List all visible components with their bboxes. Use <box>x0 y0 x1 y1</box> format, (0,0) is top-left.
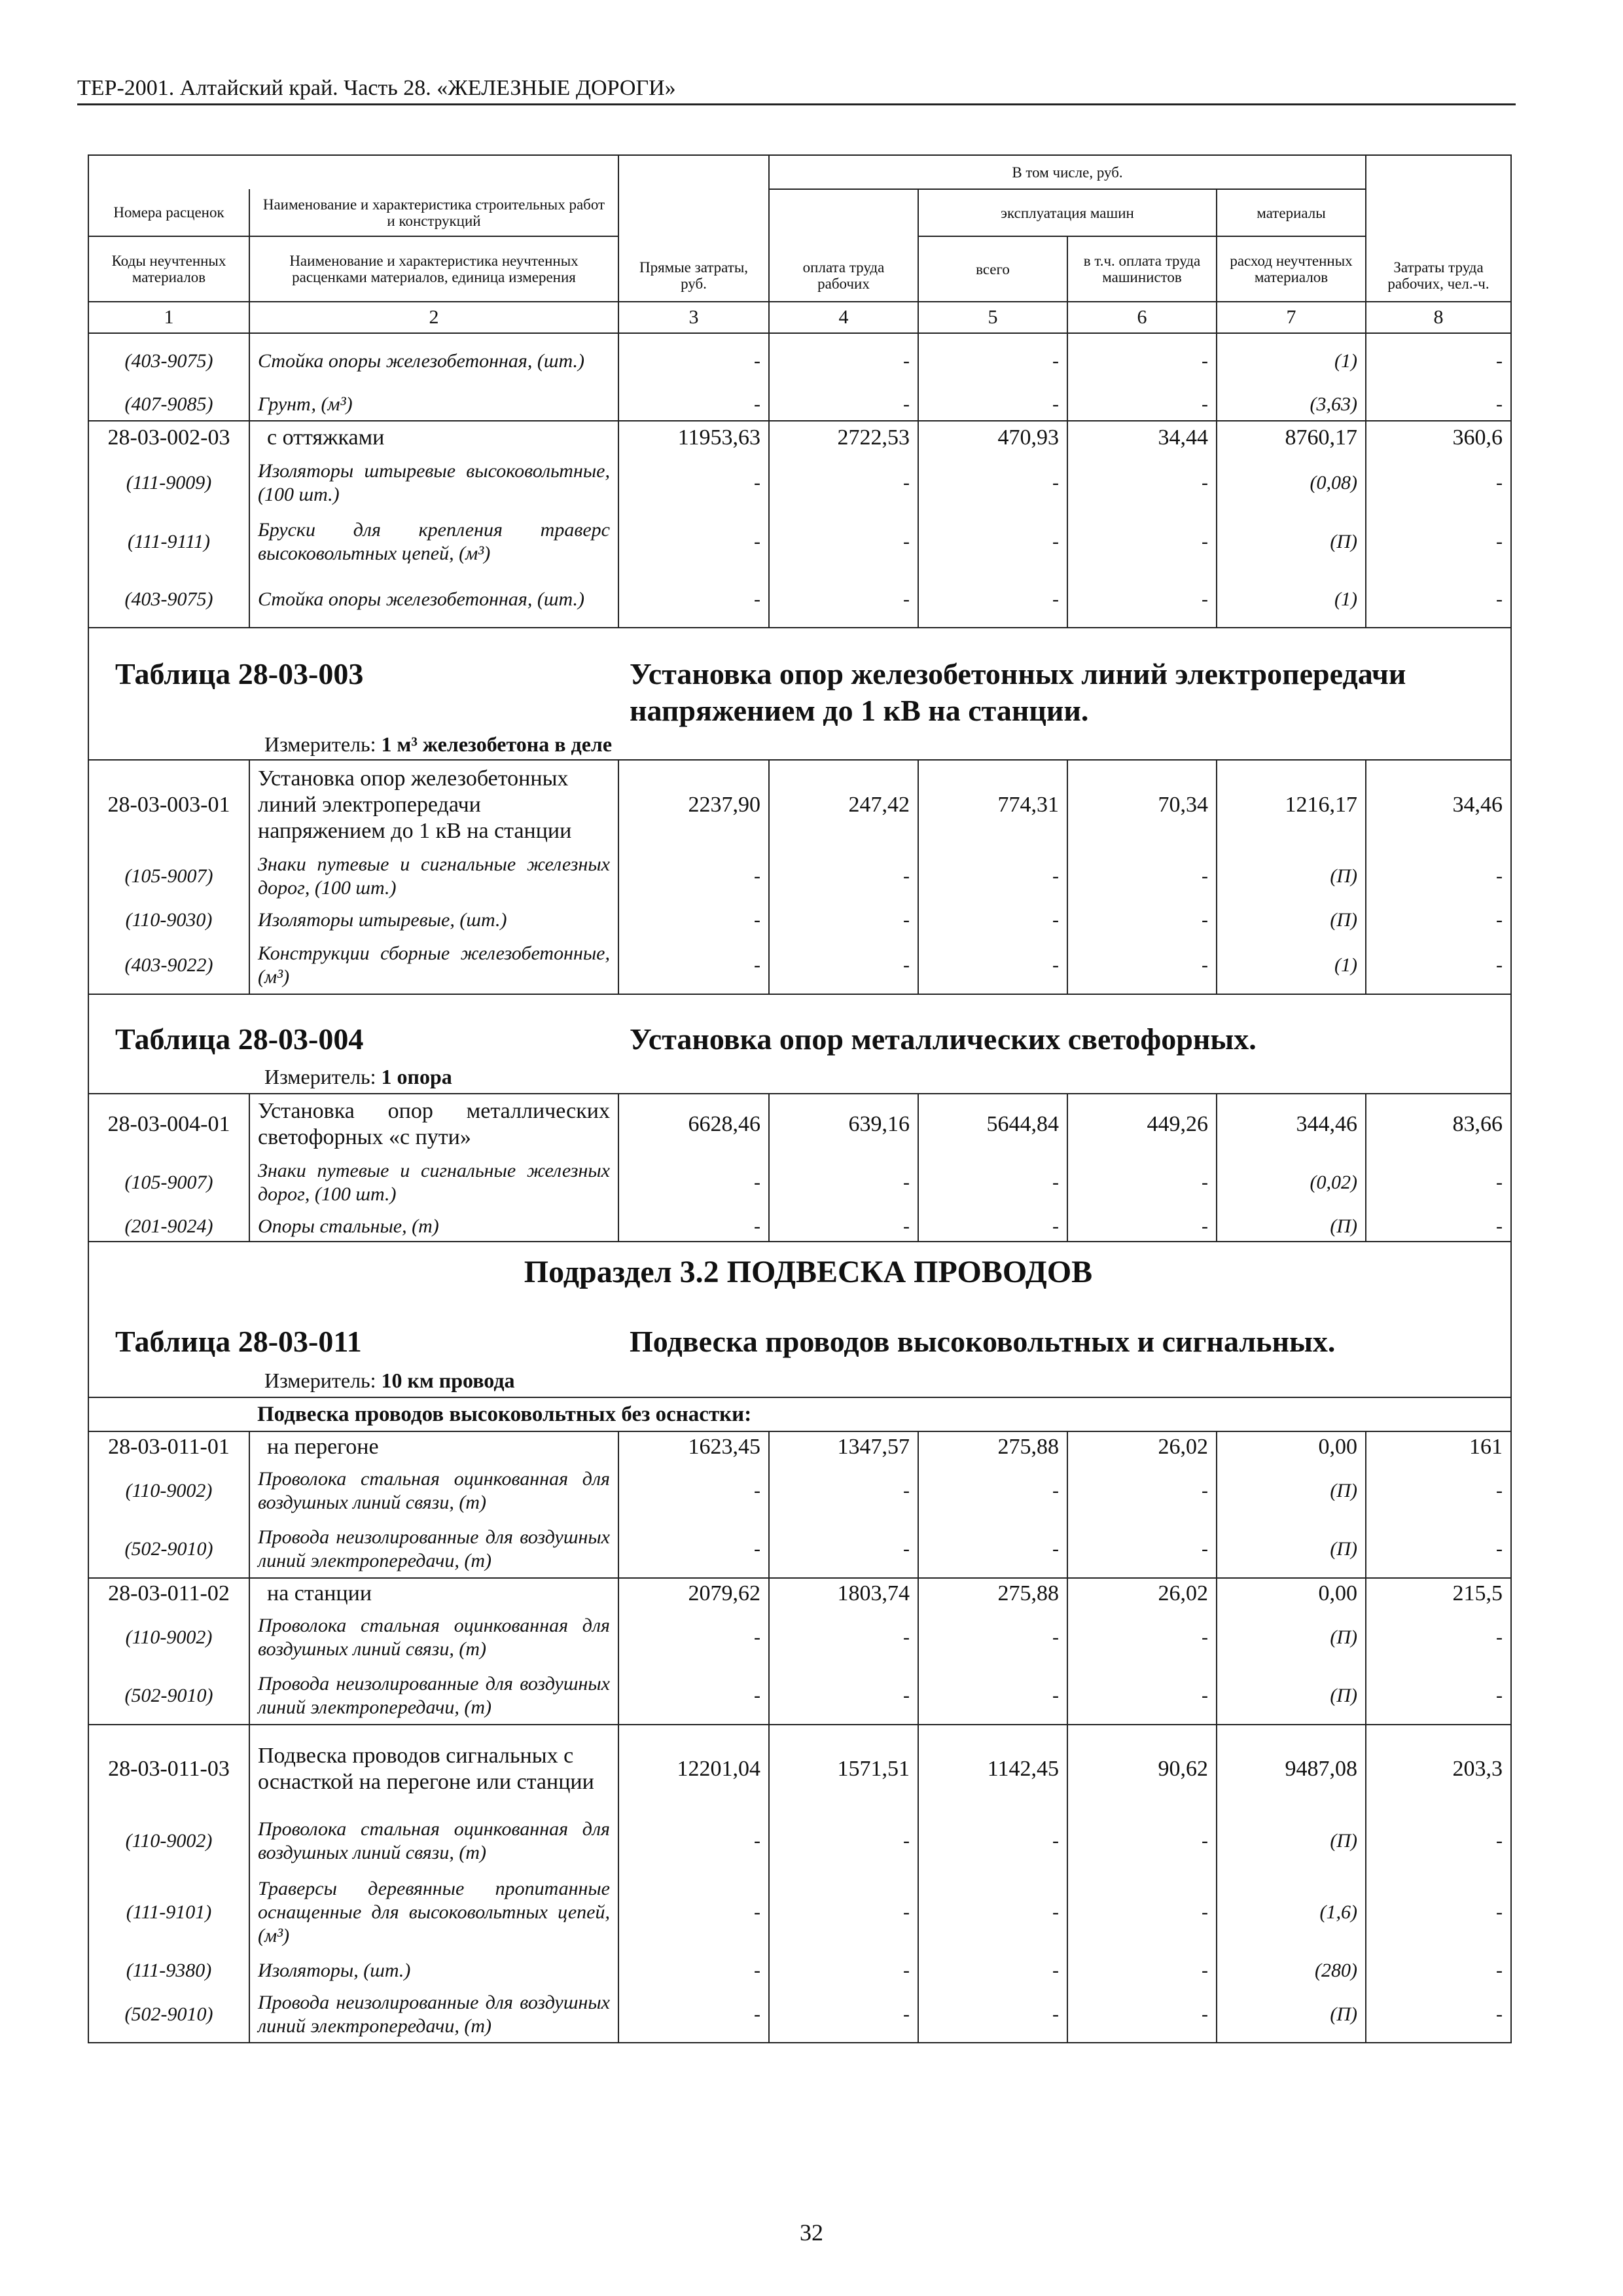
material-name: Изоляторы, (шт.) <box>249 1955 618 1986</box>
material-code: (502-9010) <box>88 1520 249 1578</box>
material-name: Знаки путевые и сигнальные железных дорог, (100 шт.) <box>249 1154 618 1211</box>
material-name: Провода неизолированные для воздушных линий электропередачи, (т) <box>249 1986 618 2043</box>
material-code: (110-9002) <box>88 1462 249 1520</box>
table-row: (403-9075) Стойка опоры железобетонная, (шт.) - - - - (1) - <box>88 571 1511 628</box>
col-material-code: Коды неучтенных материалов <box>88 236 249 302</box>
material-code: (110-9002) <box>88 1608 249 1667</box>
rate-code: 28-03-002-03 <box>88 421 249 454</box>
material-name: Грунт, (м³) <box>249 388 618 421</box>
table-row: 28-03-011-02 на станции 2079,62 1803,74 275,88 26,02 0,00 215,5 <box>88 1578 1511 1608</box>
rate-code: 28-03-011-03 <box>88 1725 249 1812</box>
col-machine-total: всего <box>918 236 1067 302</box>
rate-code: 28-03-003-01 <box>88 760 249 849</box>
rate-name: с оттяжками <box>249 421 618 454</box>
material-code: (403-9075) <box>88 333 249 388</box>
table-row: (110-9002) Проволока стальная оцинкованная для воздушных линий связи, (т) - - - - (П) - <box>88 1608 1511 1667</box>
table-row: (110-9030) Изоляторы штыревые, (шт.) - - - - (П) - <box>88 904 1511 937</box>
table-description: Установка опор металлических светофорных. <box>630 1022 1257 1056</box>
col-number: 6 <box>1067 302 1217 333</box>
table-row: (201-9024) Опоры стальные, (т) - - - - (П) - <box>88 1211 1511 1242</box>
table-row: (403-9022) Конструкции сборные железобетонные, (м³) - - - - (1) - <box>88 937 1511 994</box>
material-name: Изоляторы штыревые высоковольтные, (100 шт.) <box>249 454 618 512</box>
col-number: 1 <box>88 302 249 333</box>
running-header <box>77 73 1516 105</box>
material-code: (502-9010) <box>88 1986 249 2043</box>
material-name: Проволока стальная оцинкованная для воздушных линий связи, (т) <box>249 1462 618 1520</box>
material-name: Траверсы деревянные пропитанные оснащенные для высоковольтных цепей, (м³) <box>249 1870 618 1955</box>
col-machine-operation: эксплуатация машин <box>918 189 1217 236</box>
col-number: 5 <box>918 302 1067 333</box>
table-row: 28-03-002-03 с оттяжками 11953,63 2722,53 470,93 34,44 8760,17 360,6 <box>88 421 1511 454</box>
material-name: Провода неизолированные для воздушных линий электропередачи, (т) <box>249 1667 618 1725</box>
table-row: 28-03-011-03 Подвеска проводов сигнальных с оснасткой на перегоне или станции 12201,04 1571,51 1142,45 90,62 9487,08 203,3 <box>88 1725 1511 1812</box>
table-description: Подвеска проводов высоковольтных и сигнальных. <box>630 1325 1336 1358</box>
header-title: ТЕР-2001. Алтайский край. Часть 28. «ЖЕЛЕЗНЫЕ ДОРОГИ» <box>77 76 676 100</box>
col-material-name: Наименование и характеристика неучтенных расценками материалов, единица измерения <box>249 236 618 302</box>
material-name: Стойка опоры железобетонная, (шт.) <box>249 333 618 388</box>
rate-name: на станции <box>249 1578 618 1608</box>
col-labor-pay: оплата труда рабочих <box>769 189 918 302</box>
rate-name: Установка опор железобетонных линий электропередачи напряжением до 1 кВ на станции <box>249 760 618 849</box>
material-code: (110-9030) <box>88 904 249 937</box>
table-row: 28-03-004-01 Установка опор металлических светофорных «с пути» 6628,46 639,16 5644,84 449,26 344,46 83,66 <box>88 1094 1511 1154</box>
col-labor-costs: Затраты труда рабочих, чел.-ч. <box>1366 155 1511 302</box>
rate-code: 28-03-011-02 <box>88 1578 249 1608</box>
material-name: Опоры стальные, (т) <box>249 1211 618 1242</box>
col-number: 2 <box>249 302 618 333</box>
table-row: (105-9007) Знаки путевые и сигнальные железных дорог, (100 шт.) - - - - (П) - <box>88 849 1511 904</box>
material-name: Провода неизолированные для воздушных линий электропередачи, (т) <box>249 1520 618 1578</box>
material-code: (111-9101) <box>88 1870 249 1955</box>
table-row: (502-9010) Провода неизолированные для воздушных линий электропередачи, (т) - - - - (П) - <box>88 1986 1511 2043</box>
material-code: (407-9085) <box>88 388 249 421</box>
col-materials-unaccounted: расход неучтенных материалов <box>1217 236 1366 302</box>
col-number: 8 <box>1366 302 1511 333</box>
measurement-unit: Измеритель: 1 м³ железобетона в деле <box>264 732 613 756</box>
material-code: (111-9009) <box>88 454 249 512</box>
material-name: Бруски для крепления траверс высоковольтных цепей, (м³) <box>249 512 618 571</box>
material-code: (105-9007) <box>88 849 249 904</box>
material-name: Проволока стальная оцинкованная для воздушных линий связи, (т) <box>249 1812 618 1870</box>
rate-code: 28-03-004-01 <box>88 1094 249 1154</box>
col-work-name: Наименование и характеристика строительных работ и конструкций <box>249 189 618 236</box>
material-code: (111-9380) <box>88 1955 249 1986</box>
measurement-unit: Измеритель: 10 км провода <box>264 1369 515 1392</box>
table-heading <box>88 1242 1511 1397</box>
table-heading <box>88 628 1511 760</box>
material-name: Знаки путевые и сигнальные железных дорог, (100 шт.) <box>249 849 618 904</box>
rate-code: 28-03-011-01 <box>88 1431 249 1462</box>
page-number: 32 <box>800 2219 823 2246</box>
table-row: (111-9101) Траверсы деревянные пропитанные оснащенные для высоковольтных цепей, (м³) - - - - (1,6) - <box>88 1870 1511 1955</box>
col-machine-driver-pay: в т.ч. оплата труда машинистов <box>1067 236 1217 302</box>
rate-name: на перегоне <box>249 1431 618 1462</box>
group-heading: Подвеска проводов высоковольтных без оснастки: <box>249 1397 1511 1431</box>
table-row <box>88 1397 1511 1431</box>
material-code: (201-9024) <box>88 1211 249 1242</box>
material-name: Проволока стальная оцинкованная для воздушных линий связи, (т) <box>249 1608 618 1667</box>
table-row: (111-9380) Изоляторы, (шт.) - - - - (280) - <box>88 1955 1511 1986</box>
material-name: Конструкции сборные железобетонные, (м³) <box>249 937 618 994</box>
material-name: Стойка опоры железобетонная, (шт.) <box>249 571 618 628</box>
table-row: (111-9111) Бруски для крепления траверс высоковольтных цепей, (м³) - - - - (П) - <box>88 512 1511 571</box>
material-code: (502-9010) <box>88 1667 249 1725</box>
material-code: (111-9111) <box>88 512 249 571</box>
col-number: 3 <box>618 302 769 333</box>
col-including: В том числе, руб. <box>769 155 1366 189</box>
col-number: 4 <box>769 302 918 333</box>
col-direct-costs: Прямые затраты, руб. <box>618 155 769 302</box>
table-row: (407-9085) Грунт, (м³) - - - - (3,63) - <box>88 388 1511 421</box>
rates-table <box>88 154 1510 2043</box>
table-row: (110-9002) Проволока стальная оцинкованная для воздушных линий связи, (т) - - - - (П) - <box>88 1462 1511 1520</box>
table-title: Таблица 28-03-004 <box>115 1022 364 1056</box>
material-name: Изоляторы штыревые, (шт.) <box>249 904 618 937</box>
table-title: Таблица 28-03-011 <box>115 1325 362 1358</box>
col-materials: материалы <box>1217 189 1366 236</box>
measurement-unit: Измеритель: 1 опора <box>264 1065 452 1088</box>
table-heading <box>88 994 1511 1094</box>
table-row: (105-9007) Знаки путевые и сигнальные железных дорог, (100 шт.) - - - - (0,02) - <box>88 1154 1511 1211</box>
col-rate-number: Номера расценок <box>88 189 249 236</box>
material-code: (403-9075) <box>88 571 249 628</box>
col-number: 7 <box>1217 302 1366 333</box>
material-code: (110-9002) <box>88 1812 249 1870</box>
table-description: Установка опор железобетонных линий электропередачи напряжением до 1 кВ на станции. <box>630 657 1406 727</box>
table-row: (110-9002) Проволока стальная оцинкованная для воздушных линий связи, (т) - - - - (П) - <box>88 1812 1511 1870</box>
table-row: 28-03-011-01 на перегоне 1623,45 1347,57 275,88 26,02 0,00 161 <box>88 1431 1511 1462</box>
table-row: (403-9075) Стойка опоры железобетонная, (шт.) - - - - (1) - <box>88 333 1511 388</box>
table-row: (502-9010) Провода неизолированные для воздушных линий электропередачи, (т) - - - - (П) - <box>88 1667 1511 1725</box>
table-row: 28-03-003-01 Установка опор железобетонных линий электропередачи напряжением до 1 кВ на станции 2237,90 247,42 774,31 70,34 1216,17 34,46 <box>88 760 1511 849</box>
material-code: (105-9007) <box>88 1154 249 1211</box>
table-title: Таблица 28-03-003 <box>115 657 364 691</box>
subsection-title: Подраздел 3.2 ПОДВЕСКА ПРОВОДОВ <box>524 1255 1093 1289</box>
table-row: (111-9009) Изоляторы штыревые высоковольтные, (100 шт.) - - - - (0,08) - <box>88 454 1511 512</box>
table-row: (502-9010) Провода неизолированные для воздушных линий электропередачи, (т) - - - - (П) - <box>88 1520 1511 1578</box>
rate-name: Установка опор металлических светофорных «с пути» <box>249 1094 618 1154</box>
rate-name: Подвеска проводов сигнальных с оснасткой на перегоне или станции <box>249 1725 618 1812</box>
material-code: (403-9022) <box>88 937 249 994</box>
